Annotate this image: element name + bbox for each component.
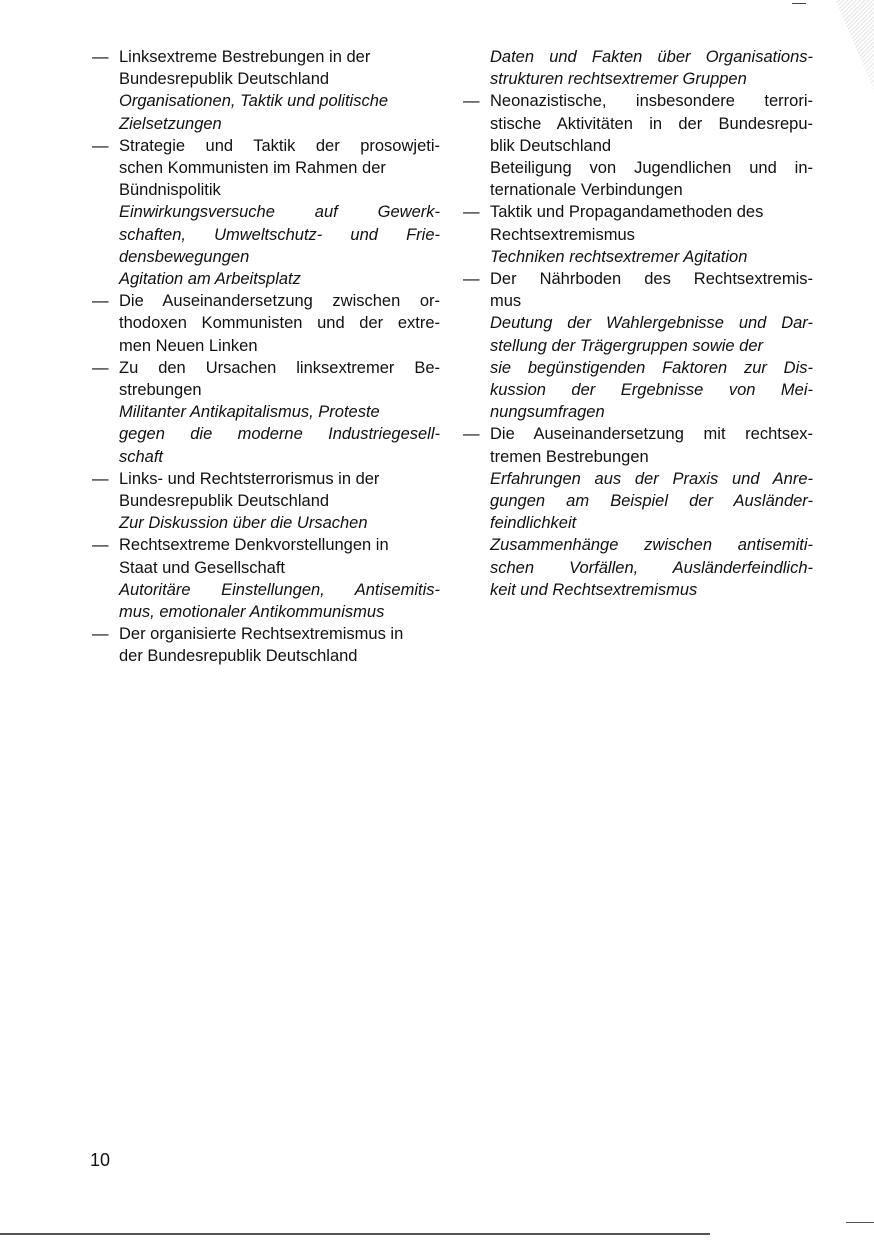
scan-bottom-edge xyxy=(0,1233,710,1235)
dash-bullet: — xyxy=(463,270,480,289)
topic-line: Die Auseinandersetzung zwischen or- xyxy=(119,292,440,311)
dash-bullet: — xyxy=(92,536,109,555)
topic-line: thodoxen Kommunisten und der extre- xyxy=(119,314,440,333)
page-number: 10 xyxy=(90,1150,111,1170)
subtopic-line: Autoritäre Einstellungen, Antisemitis- xyxy=(119,580,440,599)
topic-line: Neonazistische, insbesondere terrori- xyxy=(490,92,813,111)
topic-line: Der organisierte Rechtsextremismus in xyxy=(119,625,404,644)
topic-line: Rechtsextreme Denkvorstellungen in xyxy=(119,536,389,555)
subtopic-line: Einwirkungsversuche auf Gewerk- xyxy=(119,203,440,222)
subtopic-line: sie begünstigenden Faktoren zur Dis- xyxy=(490,358,813,377)
list-item xyxy=(463,201,813,268)
dash-bullet: — xyxy=(463,425,480,444)
list-item xyxy=(92,468,440,535)
subtopic-line: kussion der Ergebnisse von Mei- xyxy=(490,381,813,400)
topic-line: Bündnispolitik xyxy=(119,181,221,200)
subtopic-line: Zielsetzungen xyxy=(119,114,222,133)
topic-line: Rechtsextremismus xyxy=(490,225,635,244)
topic-line: blik Deutschland xyxy=(490,136,612,155)
subtopic-line: schen Vorfällen, Ausländerfeindlich- xyxy=(490,558,813,577)
list-item xyxy=(463,90,813,201)
continued-subtopic xyxy=(463,46,813,90)
subtopic-line: Organisationen, Taktik und politische xyxy=(119,92,389,111)
subtopic-line: gungen am Beispiel der Ausländer- xyxy=(490,492,813,511)
list-item xyxy=(92,357,440,468)
topic-line: schen Kommunisten im Rahmen der xyxy=(119,159,386,178)
subtopic-line: Techniken rechtsextremer Agitation xyxy=(490,247,748,266)
dash-bullet: — xyxy=(92,469,109,488)
topic-line: Staat und Gesellschaft xyxy=(119,558,286,577)
list-item xyxy=(92,46,440,135)
scan-corner-shadow xyxy=(826,0,874,90)
subtopic-line: nungsumfragen xyxy=(490,403,605,422)
subtopic-line: Zusammenhänge zwischen antisemiti- xyxy=(490,536,813,555)
list-item xyxy=(92,534,440,623)
subtopic-line: feindlichkeit xyxy=(490,514,577,533)
topic-line: tremen Bestrebungen xyxy=(490,447,649,466)
topic-line: Taktik und Propagandamethoden des xyxy=(490,203,764,222)
topic-line: ternationale Verbindungen xyxy=(490,181,683,200)
scan-edge-mark xyxy=(792,3,806,4)
dash-bullet: — xyxy=(92,292,109,311)
list-item xyxy=(92,290,440,357)
list-item xyxy=(92,623,440,667)
topic-line: Strategie und Taktik der prosowjeti- xyxy=(119,136,440,155)
subtopic-line: schaft xyxy=(119,447,164,466)
topic-line: stische Aktivitäten in der Bundesrepu- xyxy=(490,114,813,133)
subtopic-line: Erfahrungen aus der Praxis und Anre- xyxy=(490,469,813,488)
list-item xyxy=(463,423,813,601)
subtopic-line: Deutung der Wahlergebnisse und Dar- xyxy=(490,314,813,333)
left-column xyxy=(92,46,440,668)
subtopic-line: gegen die moderne Industriegesell- xyxy=(119,425,440,444)
topic-line: Zu den Ursachen linksextremer Be- xyxy=(119,358,440,377)
dash-bullet: — xyxy=(92,48,109,66)
topic-line: Beteiligung von Jugendlichen und in- xyxy=(490,159,813,178)
dash-bullet: — xyxy=(463,92,480,111)
topic-line: men Neuen Linken xyxy=(119,336,258,355)
topic-line: Links- und Rechtsterrorismus in der xyxy=(119,469,380,488)
list-item xyxy=(92,135,440,290)
subtopic-line: Zur Diskussion über die Ursachen xyxy=(119,514,368,533)
subtopic-line: Militanter Antikapitalismus, Proteste xyxy=(119,403,380,422)
dash-bullet: — xyxy=(92,136,109,155)
dash-bullet: — xyxy=(463,203,480,222)
topic-line: der Bundesrepublik Deutschland xyxy=(119,647,358,666)
topic-line: Die Auseinandersetzung mit rechtsex- xyxy=(490,425,813,444)
topic-line: mus xyxy=(490,292,522,311)
subtopic-line: schaften, Umweltschutz- und Frie- xyxy=(119,225,440,244)
subtopic-line: keit und Rechtsextremismus xyxy=(490,580,698,599)
subtopic-line: strukturen rechtsextremer Gruppen xyxy=(490,70,747,89)
topic-line: strebungen xyxy=(119,381,202,400)
list-item xyxy=(463,268,813,423)
subtopic-line: densbewegungen xyxy=(119,247,250,266)
dash-bullet: — xyxy=(92,358,109,377)
scan-bottom-edge-right xyxy=(846,1222,874,1223)
topic-line: Bundesrepublik Deutschland xyxy=(119,492,330,511)
right-column xyxy=(463,46,813,601)
topic-line: Der Nährboden des Rechtsextremis- xyxy=(490,270,813,289)
topic-line: Bundesrepublik Deutschland xyxy=(119,70,330,89)
subtopic-line: mus, emotionaler Antikommunismus xyxy=(119,603,385,622)
subtopic-line: Agitation am Arbeitsplatz xyxy=(119,270,301,289)
topic-line: Linksextreme Bestrebungen in der xyxy=(119,48,371,66)
subtopic-line: stellung der Trägergruppen sowie der xyxy=(490,336,764,355)
dash-bullet: — xyxy=(92,625,109,644)
subtopic-line: Daten und Fakten über Organisations- xyxy=(490,48,813,66)
